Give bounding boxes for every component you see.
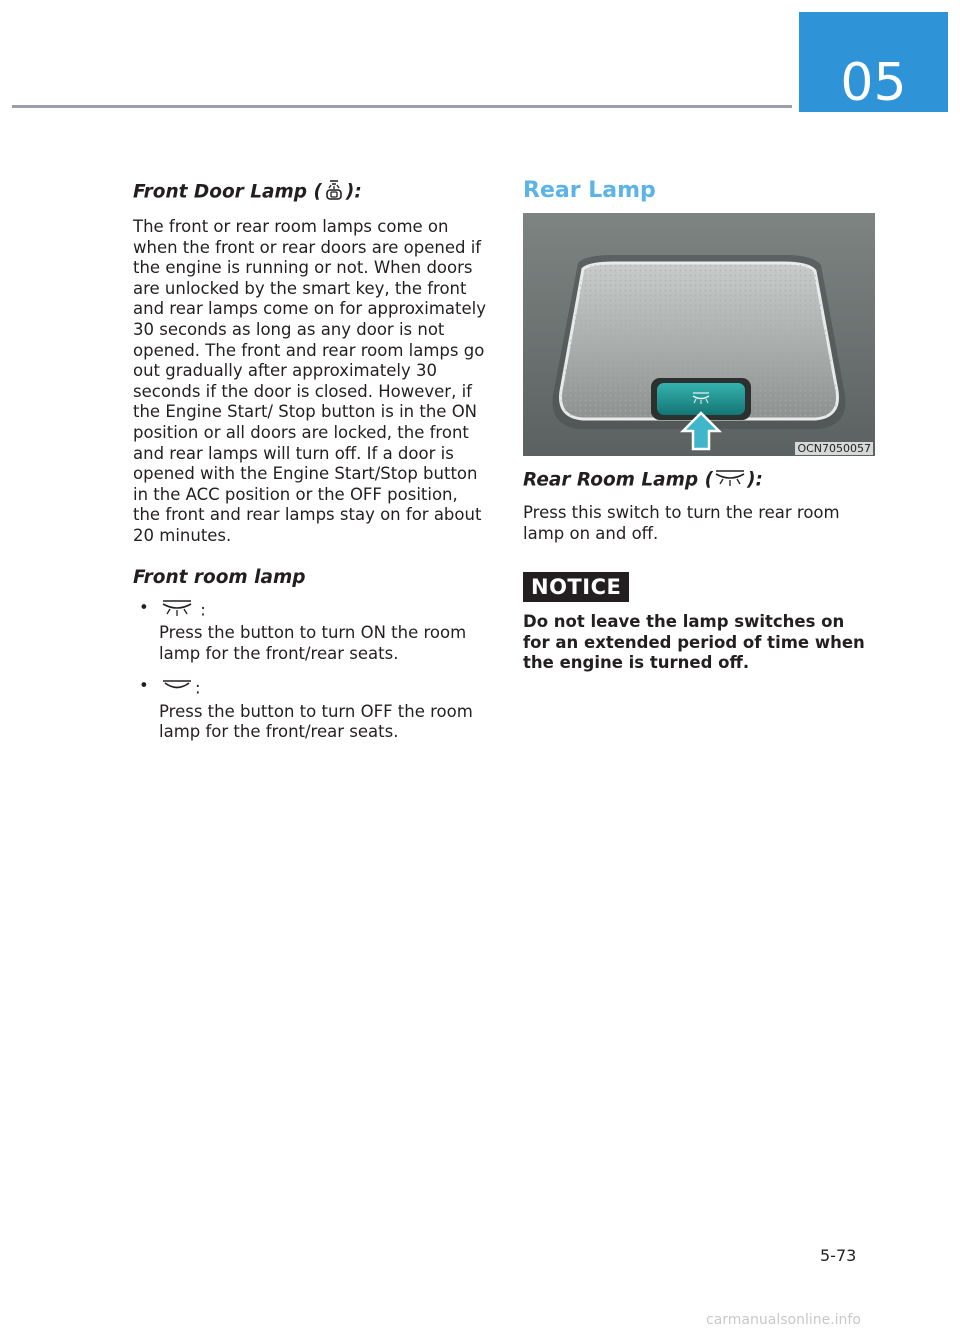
left-column bbox=[133, 178, 488, 755]
photo-code: OCN7050057 bbox=[797, 442, 871, 455]
front-door-lamp-heading bbox=[133, 178, 488, 207]
lamp-off-icon bbox=[159, 676, 195, 702]
rear-lamp-photo bbox=[523, 213, 875, 456]
bullet-dot: • bbox=[139, 597, 149, 617]
header-rule bbox=[12, 105, 792, 108]
lamp-off-text: Press the button to turn OFF the room lamp for the front/rear seats. bbox=[159, 701, 473, 742]
right-column bbox=[523, 178, 875, 674]
rear-room-lamp-text: Press this switch to turn the rear room lamp on and off. bbox=[523, 503, 840, 543]
list-item: • : Press the button to turn ON the room lamp for the front/rear seats. bbox=[139, 597, 467, 663]
rear-lamp-title: Rear Lamp bbox=[523, 178, 656, 203]
notice-label: NOTICE bbox=[523, 572, 629, 602]
rear-room-lamp-heading bbox=[523, 468, 875, 493]
notice-text: Do not leave the lamp switches on for an extended period of time when the engine is turned off. bbox=[523, 612, 865, 673]
chapter-number: 05 bbox=[840, 53, 907, 113]
bullet-dot: • bbox=[139, 676, 149, 696]
front-room-lamp-list bbox=[133, 598, 488, 744]
door-lamp-icon bbox=[322, 178, 346, 207]
lamp-on-icon bbox=[159, 598, 195, 624]
footer-watermark: carmanualsonline.info bbox=[706, 1312, 861, 1328]
page-number: 5-73 bbox=[820, 1246, 857, 1265]
lamp-on-text: Press the button to turn ON the room lamp for the front/rear seats. bbox=[159, 623, 467, 663]
heading-text: Rear Room Lamp ( bbox=[523, 469, 714, 491]
heading-text-end: ): bbox=[747, 469, 763, 491]
lamp-on-icon bbox=[713, 468, 747, 493]
heading-text: Front Door Lamp ( bbox=[133, 181, 322, 203]
chapter-tab bbox=[799, 12, 948, 112]
front-door-lamp-text: The front or rear room lamps come on when the front or rear doors are opened if the engine is running or not. When doors are unlocked by the smart key, the front and rear lamps come on for approximately 30 seconds as long as any door is not opened. The front and rear room lamps go out gradually after approximately 30 seconds if the door is closed. However, if the Engine Start/ Stop button is in the ON position or all doors are locked, the front and rear lamps will turn off. If a door is opened with the Engine Start/Stop button in the ACC position or the OFF position, the front and rear lamps stay on for about 20 minutes. bbox=[133, 217, 487, 545]
front-room-lamp-heading: Front room lamp bbox=[133, 566, 306, 588]
list-item: • : Press the button to turn OFF the room lamp for the front/rear seats. bbox=[139, 676, 473, 742]
heading-text-end: ): bbox=[345, 181, 362, 203]
